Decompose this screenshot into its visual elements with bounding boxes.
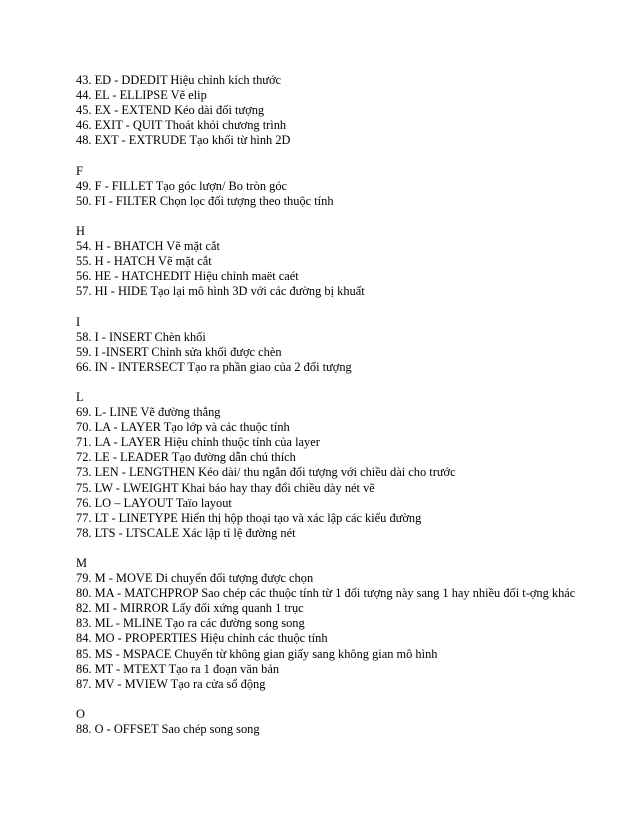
list-item: 87. MV - MVIEW Tạo ra cửa sổ động [76, 676, 266, 691]
list-item: 69. L- LINE Vẽ đường thẳng [76, 405, 221, 420]
list-item: 83. ML - MLINE Tạo ra các đường song song [76, 616, 305, 631]
list-item: 44. EL - ELLIPSE Vẽ elip [76, 88, 207, 103]
section-f [76, 164, 576, 209]
list-item: 84. MO - PROPERTIES Hiệu chỉnh các thuộc tính [76, 631, 328, 646]
section-m [76, 556, 576, 692]
list-item: 72. LE - LEADER Tạo đường dẫn chú thích [76, 450, 296, 465]
section-heading: O [76, 706, 85, 721]
list-item: 55. H - HATCH Vẽ mặt cắt [76, 254, 212, 269]
list-item: 75. LW - LWEIGHT Khai báo hay thay đổi chiều dày nét vẽ [76, 480, 375, 495]
list-item: 76. LO – LAYOUT Taïo layout [76, 495, 232, 510]
list-item: 73. LEN - LENGTHEN Kéo dài/ thu ngắn đối tượng với chiều dài cho trước [76, 465, 456, 480]
document-page [76, 73, 576, 752]
list-item: 49. F - FILLET Tạo góc lượn/ Bo tròn góc [76, 178, 288, 193]
list-item: 43. ED - DDEDIT Hiệu chỉnh kích thước [76, 73, 282, 87]
section-heading: F [76, 163, 83, 178]
section-heading: L [76, 389, 84, 404]
section-heading: H [76, 223, 85, 238]
list-item: 71. LA - LAYER Hiệu chỉnh thuộc tính của layer [76, 435, 320, 450]
list-item: 46. EXIT - QUIT Thoát khỏi chương trình [76, 118, 287, 133]
list-item: 82. MI - MIRROR Lấy đối xứng quanh 1 trục [76, 601, 304, 616]
list-item: 56. HE - HATCHEDIT Hiệu chỉnh maët caét [76, 269, 299, 284]
section-heading: I [76, 314, 81, 329]
list-item: 80. MA - MATCHPROP Sao chép các thuộc tính từ 1 đối tượng này sang 1 hay nhiều đối t-ợng khác [76, 586, 576, 601]
list-item: 78. LTS - LTSCALE Xác lập tỉ lệ đường nét [76, 525, 296, 540]
list-item: 50. FI - FILTER Chọn lọc đối tượng theo thuộc tính [76, 193, 334, 208]
section-heading: M [76, 556, 88, 570]
list-item: 88. O - OFFSET Sao chép song song [76, 722, 260, 737]
list-item: 70. LA - LAYER Tạo lớp và các thuộc tính [76, 420, 290, 435]
list-item: 45. EX - EXTEND Kéo dài đối tượng [76, 103, 265, 118]
list-item: 57. HI - HIDE Tạo lại mô hình 3D với các đường bị khuất [76, 284, 365, 299]
section-h [76, 224, 576, 299]
section-o [76, 707, 576, 737]
section-i [76, 315, 576, 375]
list-item: 54. H - BHATCH Vẽ mặt cắt [76, 239, 220, 254]
list-item: 66. IN - INTERSECT Tạo ra phần giao của 2 đối tượng [76, 359, 352, 374]
list-item: 86. MT - MTEXT Tạo ra 1 đoạn văn bản [76, 661, 280, 676]
section-e [76, 73, 576, 148]
section-l [76, 390, 576, 541]
list-item: 77. LT - LINETYPE Hiển thị hộp thoại tạo và xác lập các kiểu đường [76, 510, 422, 525]
list-item: 48. EXT - EXTRUDE Tạo khối từ hình 2D [76, 133, 291, 148]
list-item: 58. I - INSERT Chèn khối [76, 329, 206, 344]
list-item: 59. I -INSERT Chỉnh sửa khối được chèn [76, 344, 282, 359]
list-item: 79. M - MOVE Di chuyển đối tượng được chọn [76, 571, 314, 586]
list-item: 85. MS - MSPACE Chuyển từ không gian giấy sang không gian mô hình [76, 646, 438, 661]
